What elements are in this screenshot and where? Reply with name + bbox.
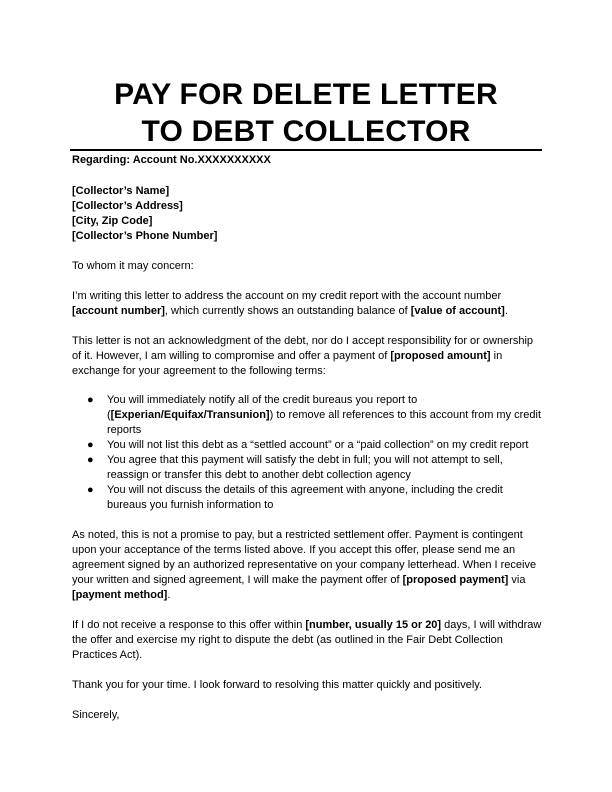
title-line-2: TO DEBT COLLECTOR [141, 115, 471, 148]
account-value-placeholder: [value of account] [410, 305, 505, 317]
letter-title [0, 76, 612, 150]
collector-phone: [Collector’s Phone Number] [72, 230, 218, 242]
terms-list [72, 393, 542, 513]
bullet-icon: ● [87, 394, 94, 406]
regarding-line: Regarding: Account No.XXXXXXXXXX [72, 154, 271, 166]
bullet-icon: ● [87, 454, 94, 466]
paragraph-settlement [72, 528, 542, 603]
para4-text-2: days, I will withdraw the offer and exercise my right to dispute the debt (as outlined in the Fair Debt Collection Practices Act). [72, 619, 542, 661]
para2-text-1: This letter is not an acknowledgment of the debt, nor do I accept responsibility for or ownership of it. However, I am willing to compromise and offer a payment of [72, 335, 534, 362]
para1-text-2: , which currently shows an outstanding balance of [164, 305, 411, 317]
para3-text-2: via [508, 574, 526, 586]
para3-text-1: As noted, this is not a promise to pay, but a restricted settlement offer. Payment is contingent upon your acceptance of the terms listed above. If you accept this offer, please send me an agreement signed by an authorized representative on your company letterhead. When I receive your written and signed agreement, I will make the payment offer of [72, 529, 537, 586]
bullet-icon: ● [87, 484, 94, 496]
term4-text: You will not discuss the details of this agreement with anyone, including the credit bureaus you furnish information to [107, 484, 503, 511]
closing: Sincerely, [72, 709, 120, 721]
term3-text: You agree that this payment will satisfy the debt in full; you will not attempt to sell, reassign or transfer this debt to another debt collection agency [107, 454, 503, 481]
list-item [72, 438, 542, 453]
paragraph-deadline [72, 618, 542, 663]
list-item [72, 453, 542, 483]
bureaus-placeholder: [Experian/Equifax/Transunion] [110, 409, 270, 421]
payment-method-placeholder: [payment method] [72, 589, 168, 601]
para1-text-1: I’m writing this letter to address the account on my credit report with the account number [72, 290, 502, 302]
para2-text-2: in exchange for your agreement to the following terms: [72, 350, 503, 377]
account-number-placeholder: [account number] [72, 305, 165, 317]
salutation: To whom it may concern: [72, 260, 194, 272]
proposed-amount-placeholder: [proposed amount] [390, 350, 491, 362]
title-divider [70, 149, 542, 151]
collector-address: [Collector’s Address] [72, 200, 183, 212]
para4-text-1: If I do not receive a response to this offer within [72, 619, 306, 631]
bullet-icon: ● [87, 439, 94, 451]
collector-city-zip: [City, Zip Code] [72, 215, 153, 227]
collector-name: [Collector’s Name] [72, 185, 170, 197]
term2-text: You will not list this debt as a “settled account” or a “paid collection” on my credit report [107, 439, 529, 451]
days-placeholder: [number, usually 15 or 20] [305, 619, 442, 631]
paragraph-thanks: Thank you for your time. I look forward to resolving this matter quickly and positively. [72, 679, 483, 691]
para3-text-3: . [167, 589, 171, 601]
paragraph-offer [72, 334, 542, 379]
title-line-1: PAY FOR DELETE LETTER [114, 78, 498, 111]
list-item [72, 393, 542, 438]
para1-text-3: . [504, 305, 508, 317]
term1-text-1: You will immediately notify all of the credit bureaus you report to ( [107, 394, 418, 421]
term1-text-2: ) to remove all references to this account from my credit reports [107, 409, 542, 436]
paragraph-account [72, 289, 542, 319]
collector-address-block [72, 184, 542, 244]
list-item [72, 483, 542, 513]
proposed-payment-placeholder: [proposed payment] [402, 574, 509, 586]
letter-body [72, 153, 542, 723]
